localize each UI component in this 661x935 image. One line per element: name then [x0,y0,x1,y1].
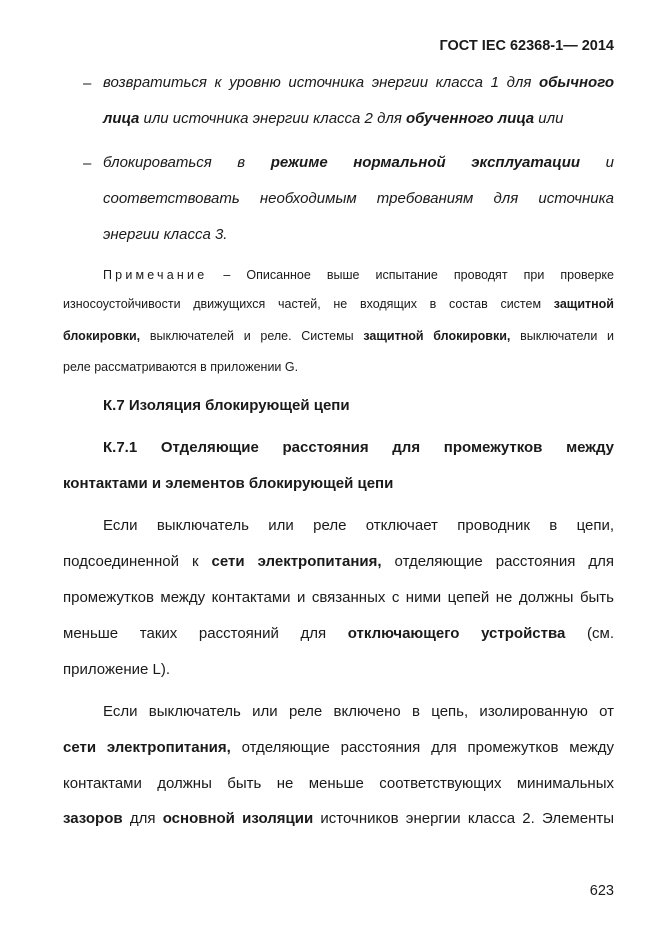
para1-line1: Если выключатель или реле отключает проводник в цепи, [103,517,614,534]
bullet1-line1: возвратиться к уровню источника энергии класса 1 для обычного [103,74,614,91]
para2-line2: сети электропитания, отделяющие расстояния для промежутков между [63,739,615,756]
bullet2-line2: соответствовать необходимым требованиям для источника [103,190,614,207]
para2-line3: контактами должны быть не меньше соответствующих минимальных [63,775,614,792]
section-heading-k7: К.7 Изоляция блокирующей цепи [103,397,350,414]
bullet2-line1: блокироваться в режиме нормальной эксплуатации и [103,154,615,171]
para1-line3: промежутков между контактами и связанных с ними цепей не должны быть [63,589,614,606]
note-line2: износоустойчивости движущихся частей, не входящих в состав систем защитной [63,297,614,311]
document-header: ГОСТ IEC 62368-1— 2014 [439,38,614,54]
bullet1-line2: лица или источника энергии класса 2 для обученного лица или [103,110,564,127]
para2-line4: зазоров для основной изоляции источников энергии класса 2. Элементы [63,810,615,827]
para2-line1: Если выключатель или реле включено в цепь, изолированную от [103,703,614,720]
section-heading-k71-line1: К.7.1 Отделяющие расстояния для промежутков между [103,439,614,456]
bullet-dash: – [83,155,92,172]
note-line3: блокировки, выключателей и реле. Системы защитной блокировки, выключатели и [63,329,614,343]
para1-line2: подсоединенной к сети электропитания, отделяющие расстояния для [63,553,615,570]
section-heading-k71-line2: контактами и элементов блокирующей цепи [63,475,394,492]
bullet-dash: – [83,75,92,92]
para1-line4: меньше таких расстояний для отключающего устройства (см. [63,625,614,642]
para1-line5: приложение L). [63,661,170,678]
note-line4: реле рассматриваются в приложении G. [63,360,299,374]
note-line1: Примечание – Описанное выше испытание проводят при проверке [103,268,614,282]
bullet2-line3: энергии класса 3. [103,226,228,243]
page-number: 623 [589,883,614,899]
